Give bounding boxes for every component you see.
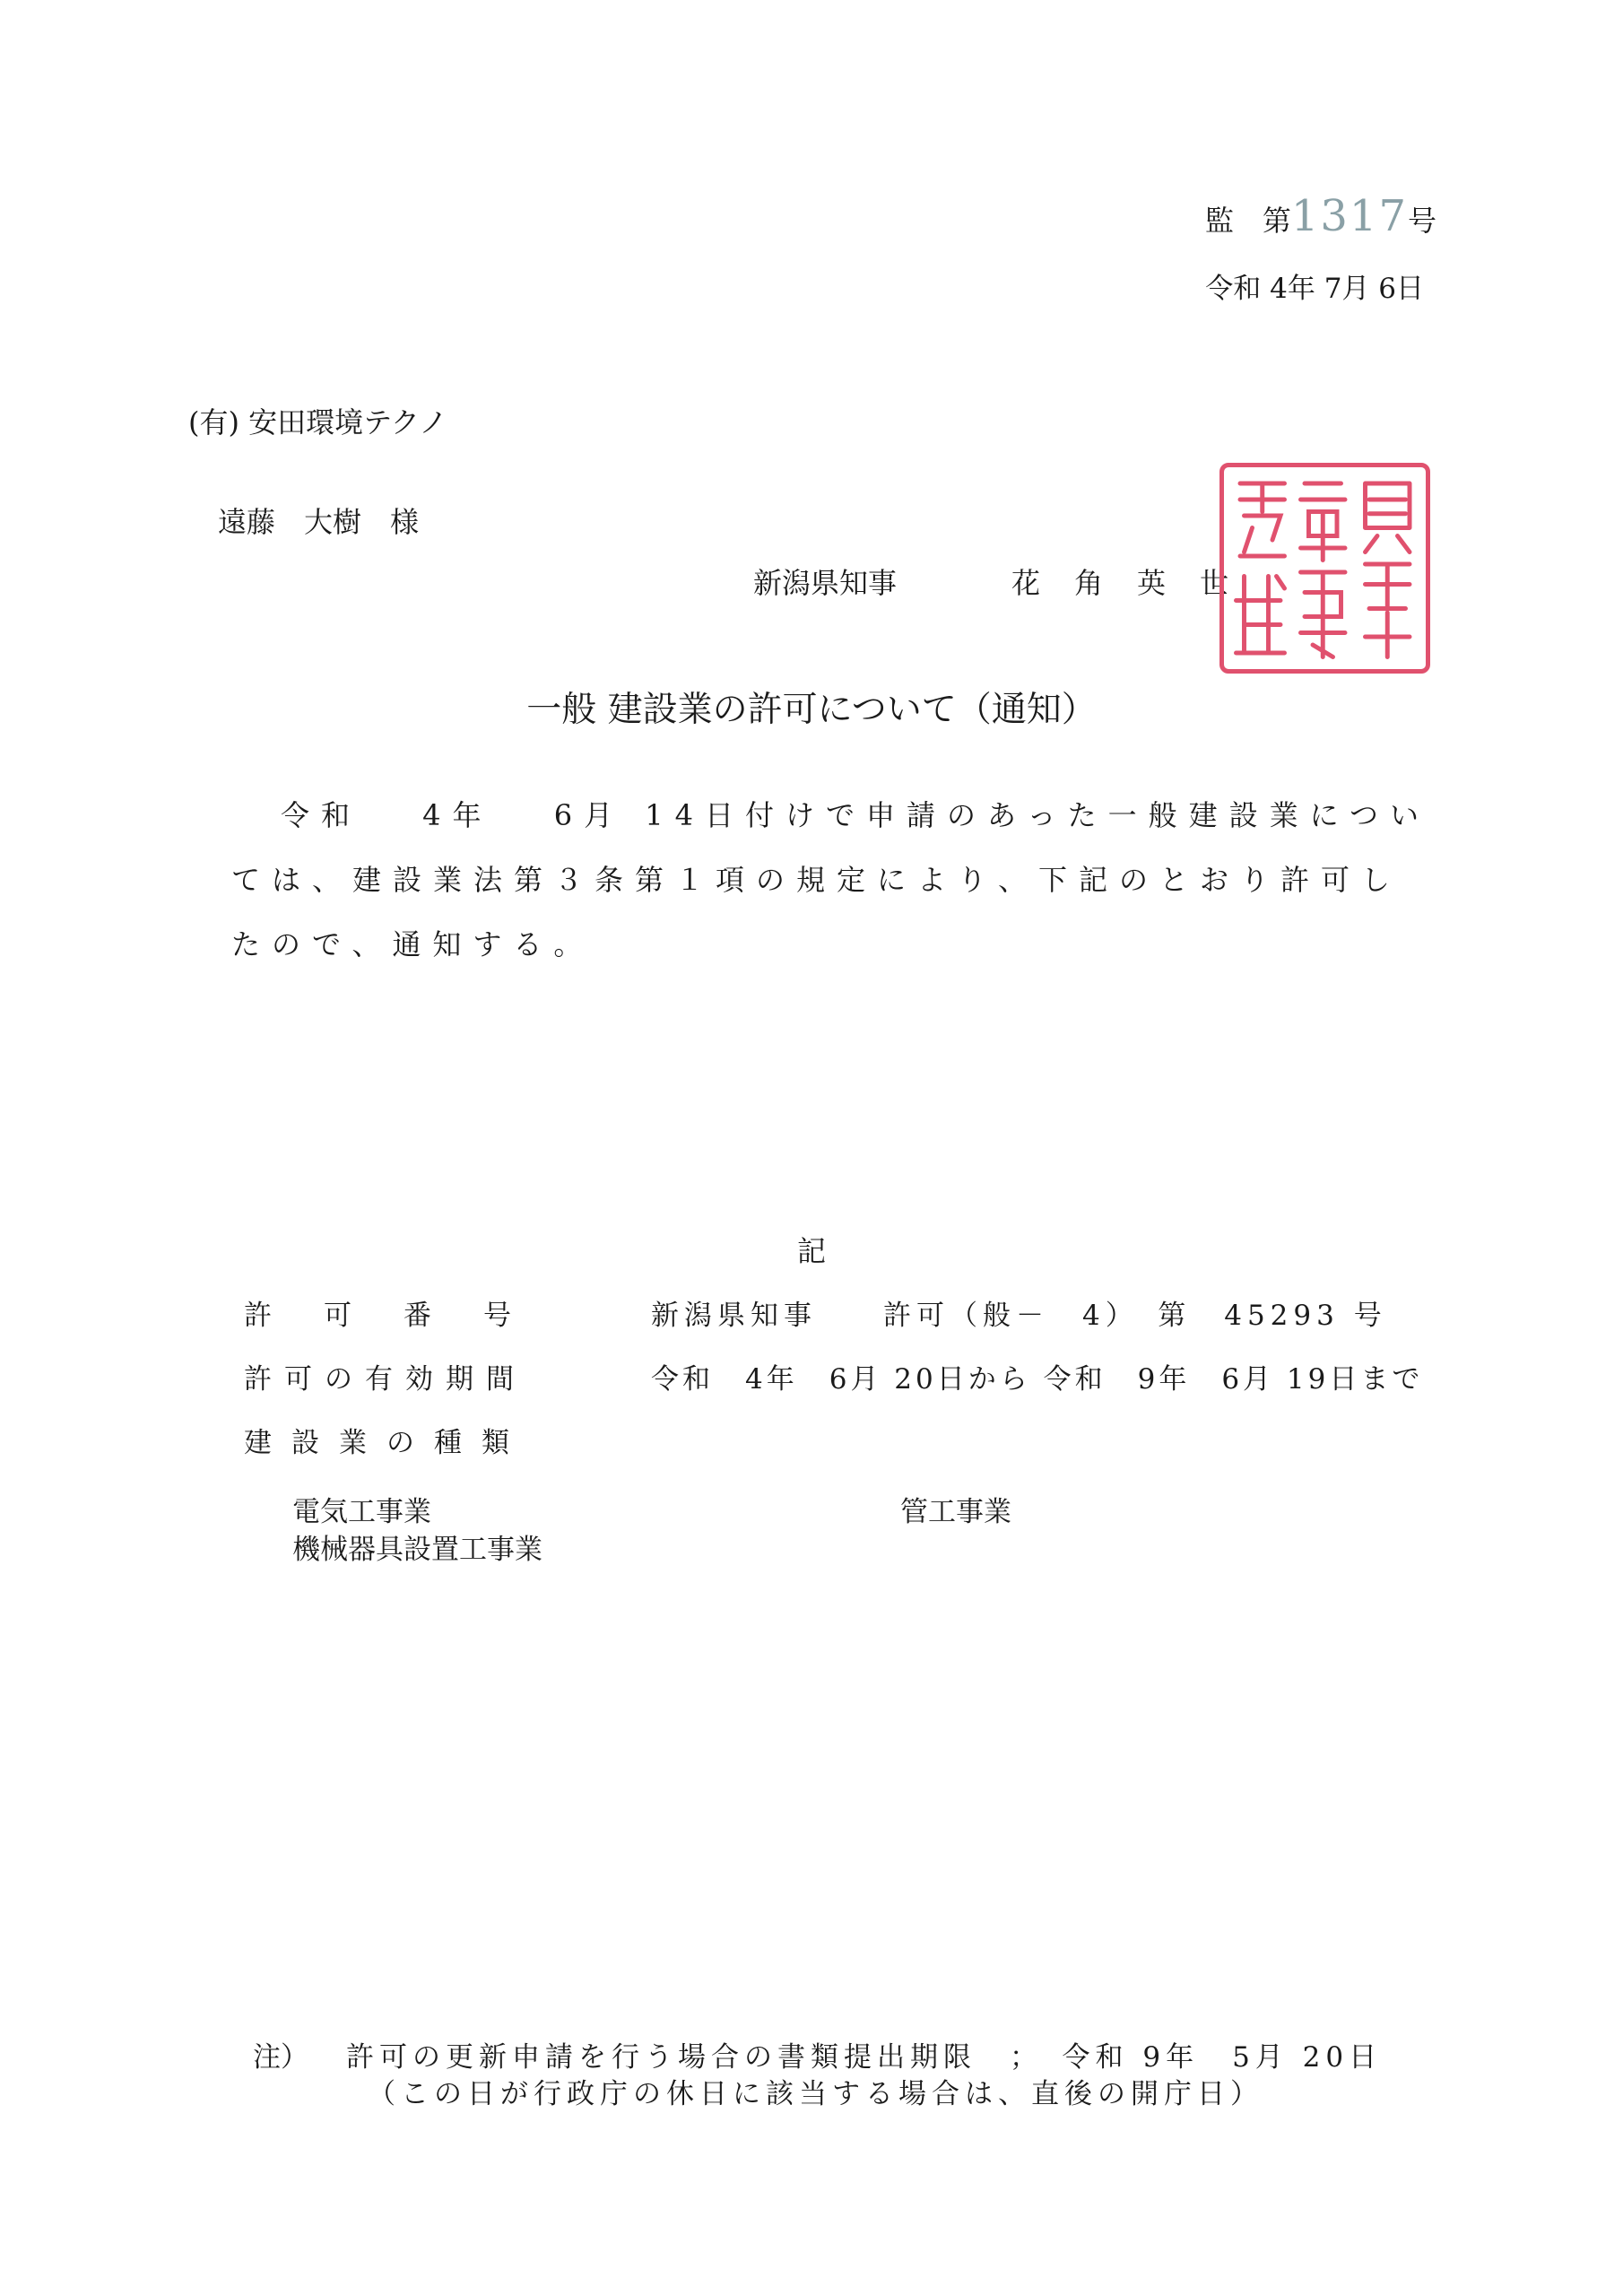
record-heading: 記: [796, 1234, 826, 1268]
permit-number-value: 新潟県知事 許可（般－ 4） 第 45293 号: [651, 1300, 1387, 1332]
document-number-suffix: 号: [1407, 204, 1436, 238]
permit-number-label: [244, 1292, 563, 1333]
types-label: 建設業の種類: [244, 1427, 529, 1459]
document-number: [1205, 191, 1436, 241]
construction-type-item: 管工事業: [900, 1496, 1011, 1528]
construction-type-item: 機械器具設置工事業: [292, 1534, 542, 1566]
note-line: （この日が行政庁の休日に該当する場合は、直後の開庁日）: [368, 2078, 1263, 2110]
construction-type-item: 電気工事業: [292, 1496, 431, 1528]
document-number-value: 1317: [1290, 191, 1408, 241]
validity-value: 令和 4年 6月 20日から 令和 9年 6月 19日まで: [651, 1363, 1424, 1396]
document-number-prefix: 監 第: [1204, 204, 1291, 238]
recipient-company: (有) 安田環境テクノ: [188, 405, 448, 439]
sender-title: 新潟県知事: [753, 566, 898, 600]
note-line: 許可の更新申請を行う場合の書類提出期限 ； 令和 9年 5月 20日: [346, 2041, 1383, 2074]
body-paragraph: 令和 4年 6月 14日付けで申請のあった一般建設業については、建設業法第３条第１項の規定により、下記のとおり許可したので、通知する。: [231, 798, 1430, 961]
note-label: 注）: [253, 2041, 308, 2074]
document-title: 一般 建設業の許可について（通知）: [526, 690, 1097, 730]
issue-date: 令和 4年 7月 6日: [1205, 273, 1424, 305]
recipient-name: 遠藤 大樹 様: [218, 505, 420, 539]
permit-number-label-text: 許可番号: [244, 1300, 563, 1332]
sender-name: 花角英世: [1011, 566, 1263, 600]
validity-label: 許可の有効期間: [244, 1363, 526, 1396]
official-seal-icon: [1219, 463, 1430, 674]
